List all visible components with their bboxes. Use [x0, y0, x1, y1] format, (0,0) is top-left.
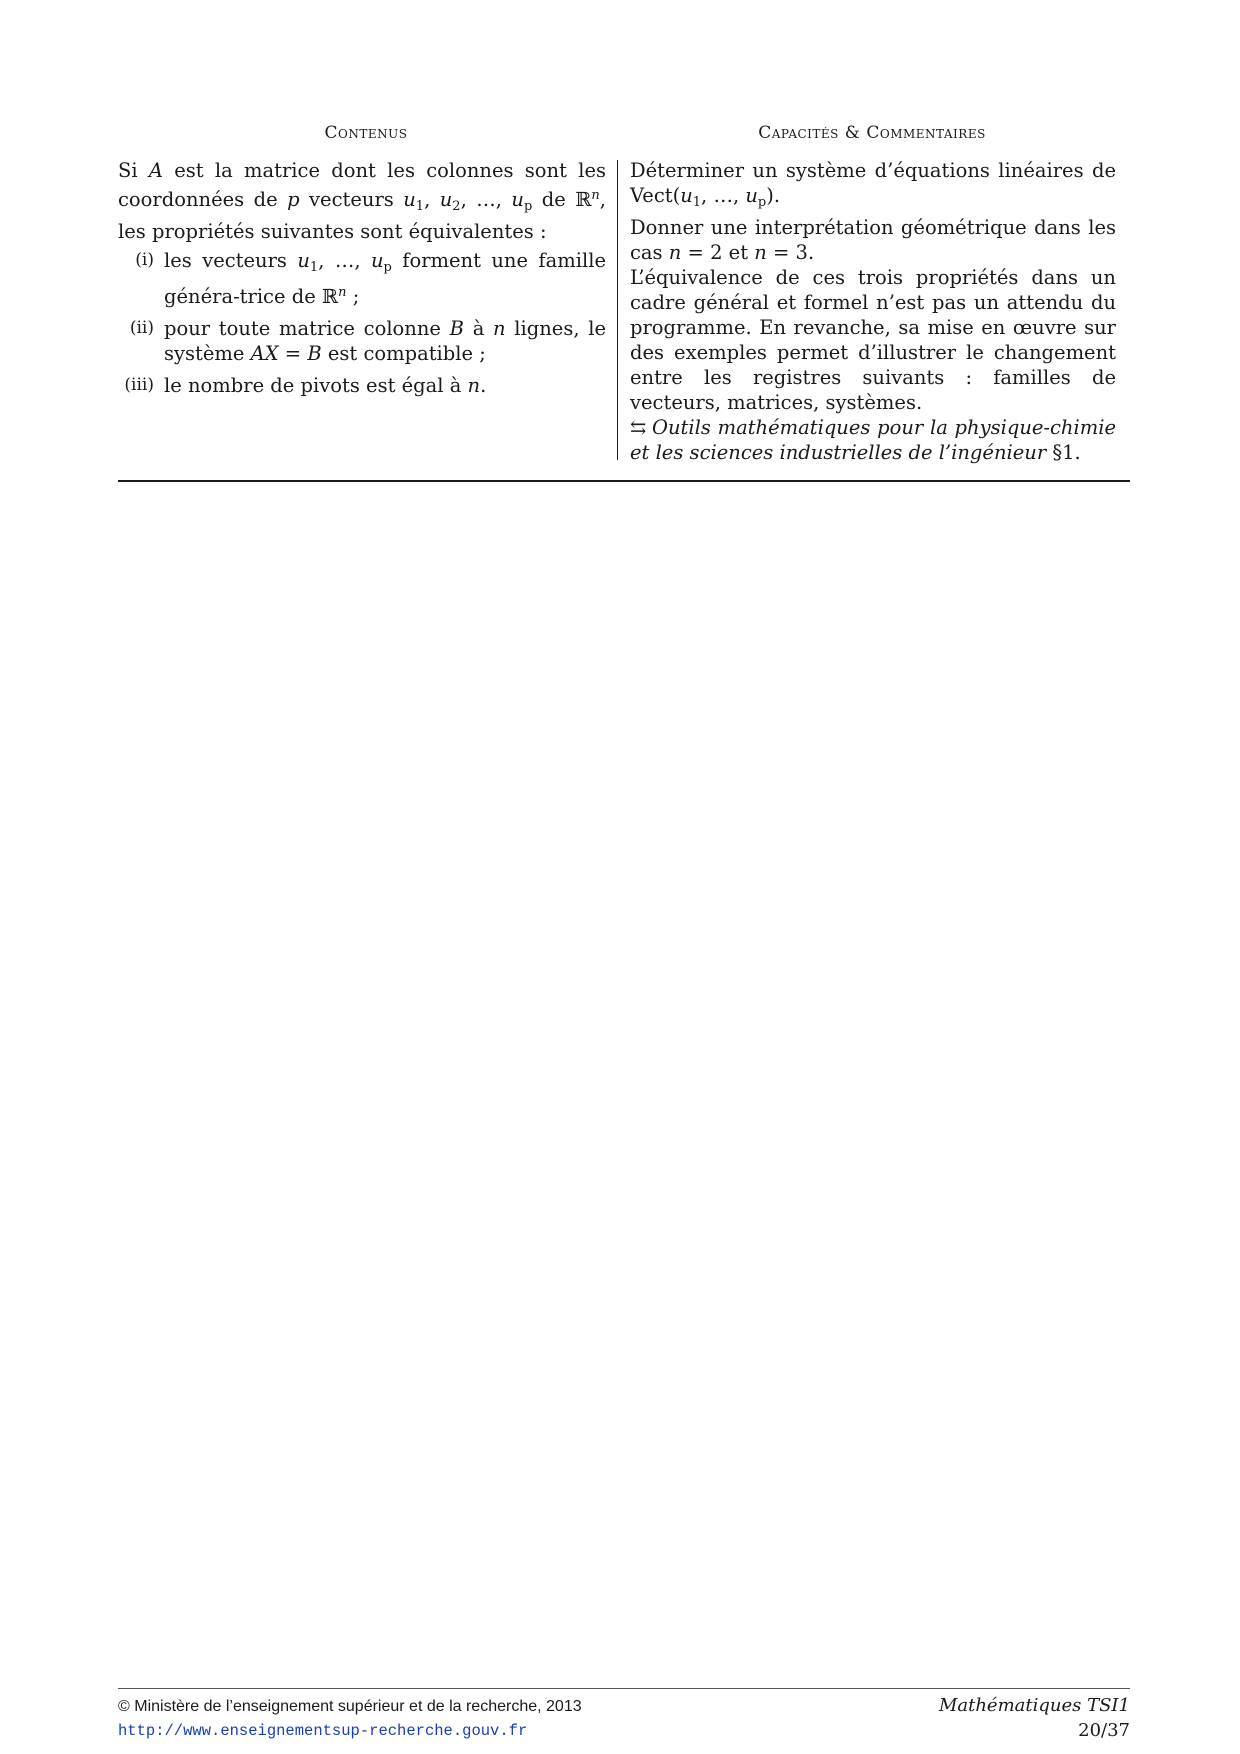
column-divider: [617, 160, 618, 460]
intro-paragraph: Si A est la matrice dont les colonnes sont les coordonnées de p vecteurs $u_1$, $u_2$, …, $u_p$ de ℝ$^n$, les propriétés suivantes sont équivalentes :: [118, 159, 607, 243]
contenus-column: [118, 158, 606, 405]
cross-reference-arrow-icon: ⇆: [630, 416, 647, 439]
cross-reference-text: Outils mathématiques pour la physique-chimie et les sciences industrielles de l’ingénieur: [630, 416, 1116, 464]
list-item: (iii) le nombre de pivots est égal à n.: [124, 374, 487, 397]
footer-right: [939, 1693, 1130, 1743]
equivalence-list: [118, 248, 606, 398]
capacite-paragraph: Donner une interprétation géométrique dans les cas n = 2 et n = 3.: [630, 216, 1116, 264]
table-bottom-rule: [118, 480, 1130, 482]
capacites-column: [630, 158, 1116, 465]
document-title: Mathématiques TSI1: [938, 1695, 1130, 1716]
header-contenus: Contenus: [324, 123, 408, 143]
header-capacites-commentaires: Capacités & Commentaires: [758, 123, 986, 143]
footer-rule: [118, 1688, 1130, 1689]
capacite-paragraph: Déterminer un système d’équations linéaires de $Vect(u_1$, …, $u_p$).: [630, 159, 1116, 210]
copyright-notice: © Ministère de l’enseignement supérieur et de la recherche, 2013: [118, 1698, 582, 1715]
footer-left: [118, 1695, 582, 1743]
page-number: 20/37: [1078, 1720, 1130, 1741]
list-item: (ii) pour toute matrice colonne B à n lignes, le système AX = B est compatible ;: [129, 317, 606, 365]
cross-reference: ⇆ Outils mathématiques pour la physique-chimie et les sciences industrielles de l’ingénieur §1.: [630, 416, 1116, 464]
list-item: (i) les vecteurs $u_1$, …, $u_p$ forment une famille généra-trice de ℝ$^n$ ;: [135, 249, 607, 308]
commentaire-paragraph: L’équivalence de ces trois propriétés dans un cadre général et formel n’est pas un attendu du programme. En revanche, sa mise en œuvre sur des exemples permet d’illustrer le changement entre les registres suivants : familles de vecteurs, matrices, systèmes.: [630, 266, 1116, 414]
footer-url-link[interactable]: http://www.enseignementsup-recherche.gouv.fr: [118, 1722, 528, 1740]
